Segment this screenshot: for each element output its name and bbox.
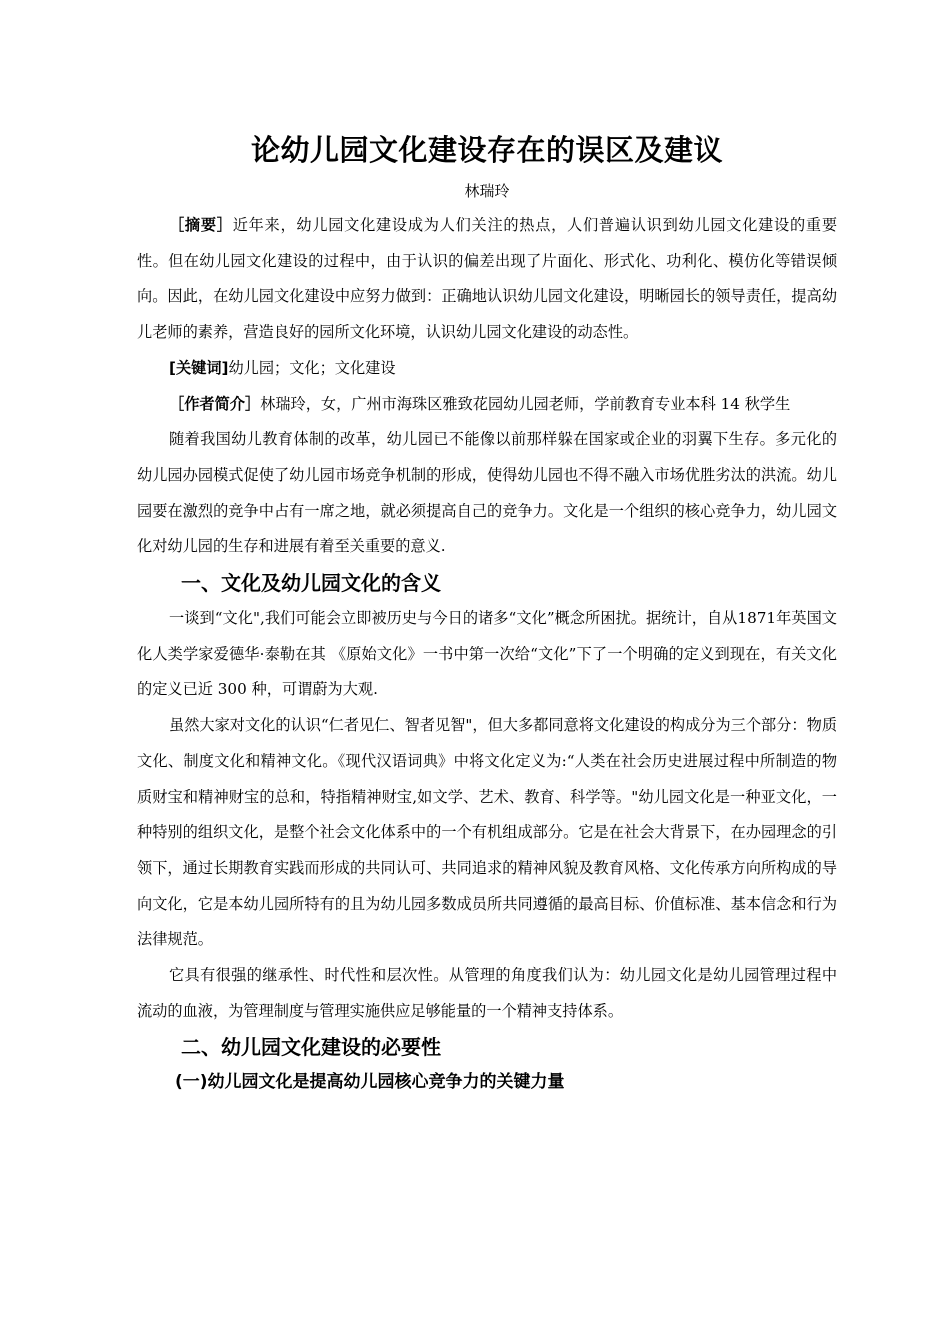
section-1-heading: 一、文化及幼儿园文化的含义 <box>181 571 441 596</box>
intro-paragraph: 随着我国幼儿教育体制的改革，幼儿园已不能像以前那样躲在国家或企业的羽翼下生存。多元化的幼儿园办园模式促使了幼儿园市场竞争机制的形成，使得幼儿园也不得不融入市场优胜劣汰的洪流。幼儿园要在激烈的竞争中占有一席之地，就必须提高自己的竞争力。文化是一个组织的核心竞争力，幼儿园文化对幼儿园的生存和进展有着至关重要的意义. <box>137 430 837 556</box>
section-2-subheading-1: (一)幼儿园文化是提高幼儿园核心竞争力的关键力量 <box>175 1072 565 1093</box>
keywords-label: [关键词] <box>169 358 229 377</box>
author-intro-paragraph <box>137 387 837 423</box>
section-2-heading: 二、幼儿园文化建设的必要性 <box>181 1035 441 1060</box>
document-page <box>137 128 837 1099</box>
abstract-label: ［摘要］ <box>169 216 233 234</box>
section-1-paragraph-3: 它具有很强的继承性、时代性和层次性。从管理的角度我们认为：幼儿园文化是幼儿园管理过程中流动的血液，为管理制度与管理实施供应足够能量的一个精神支持体系。 <box>137 966 837 1020</box>
author-name: 林瑞玲 <box>464 182 510 200</box>
document-title: 论幼儿园文化建设存在的误区及建议 <box>250 133 723 167</box>
section-1-paragraph-1: 一谈到“文化",我们可能会立即被历史与今日的诸多“文化”概念所困扰。据统计，自从1871年英国文化人类学家爱德华·泰勒在其 《原始文化》一书中第一次给“文化”下了一个明确的定义到现在，有关文化的定义已近 300 种，可谓蔚为大观. <box>137 609 837 699</box>
keywords-paragraph <box>137 351 837 387</box>
abstract-text: 近年来，幼儿园文化建设成为人们关注的热点，人们普遍认识到幼儿园文化建设的重要性。但在幼儿园文化建设的过程中，由于认识的偏差出现了片面化、形式化、功利化、模仿化等错误倾向。因此，在幼儿园文化建设中应努力做到：正确地认识幼儿园文化建设，明晰园长的领导责任，提高幼儿老师的素养，营造良好的园所文化环境，认识幼儿园文化建设的动态性。 <box>137 216 838 342</box>
keywords-text: 幼儿园；文化；文化建设 <box>228 358 396 377</box>
author-intro-label: ［作者简介］ <box>169 394 261 413</box>
abstract-paragraph <box>137 208 837 351</box>
author-intro-text: 林瑞玲，女，广州市海珠区雅致花园幼儿园老师，学前教育专业本科 14 秋学生 <box>260 394 791 413</box>
section-1-paragraph-2: 虽然大家对文化的认识“仁者见仁、智者见智"，但大多都同意将文化建设的构成分为三个部分：物质文化、制度文化和精神文化。《现代汉语词典》中将文化定义为:“人类在社会历史进展过程中所制造的物质财宝和精神财宝的总和，特指精神财宝,如文学、艺术、教育、科学等。"幼儿园文化是一种亚文化，一种特别的组织文化，是整个社会文化体系中的一个有机组成部分。它是在社会大背景下，在办园理念的引领下，通过长期教育实践而形成的共同认可、共同追求的精神风貌及教育风格、文化传承方向所构成的导向文化，它是本幼儿园所特有的且为幼儿园多数成员所共同遵循的最高目标、价值标准、基本信念和行为法律规范。 <box>137 716 837 949</box>
